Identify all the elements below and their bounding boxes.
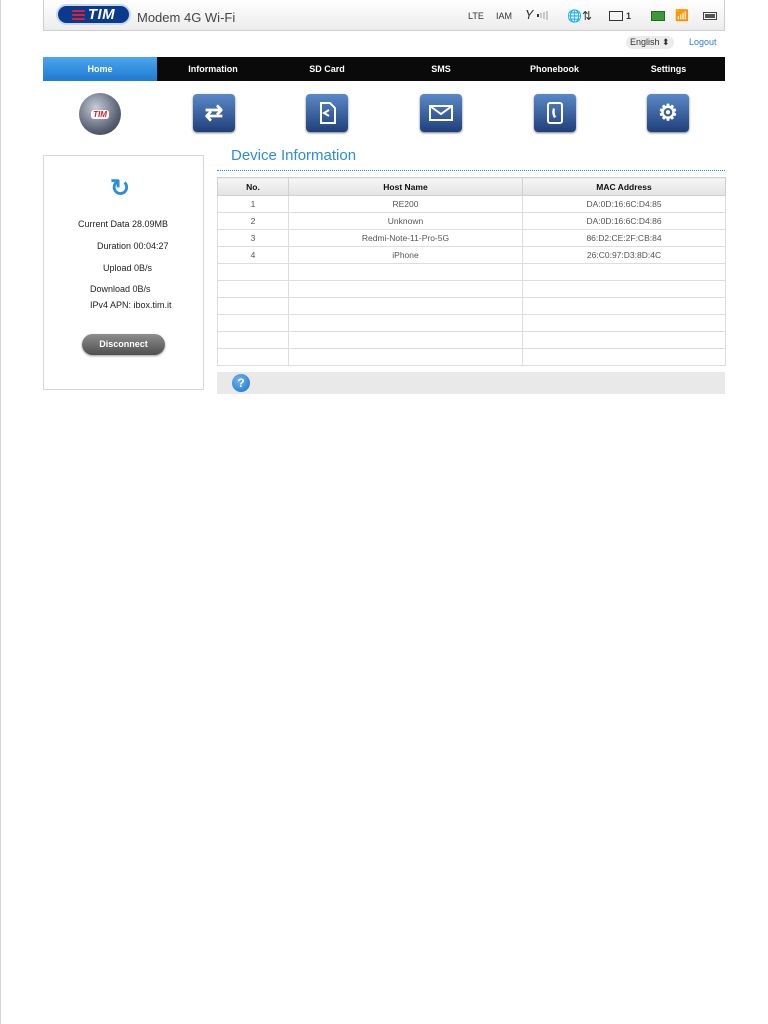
cell-mac: 26:C0:97:D3:8D:4C	[523, 247, 726, 264]
logo-text: TIM	[87, 6, 116, 23]
internet-status-icon: 🌐⇅	[567, 8, 592, 23]
device-table	[217, 177, 726, 366]
cell-no	[218, 315, 289, 332]
table-row	[218, 213, 726, 230]
cell-mac	[523, 315, 726, 332]
cell-no	[218, 332, 289, 349]
logout-link[interactable]: Logout	[689, 37, 717, 47]
title-divider	[217, 170, 725, 171]
upload-rate: Upload 0B/s	[103, 263, 153, 273]
refresh-icon[interactable]: ↻	[110, 175, 131, 202]
col-host-name: Host Name	[289, 178, 523, 196]
cell-mac	[523, 298, 726, 315]
duration: Duration 00:04:27	[97, 241, 169, 251]
help-icon[interactable]: ?	[232, 374, 250, 392]
download-rate: Download 0B/s	[90, 284, 151, 294]
top-header	[43, 0, 725, 31]
phonebook-icon[interactable]	[534, 94, 576, 132]
sync-icon[interactable]: ⇄	[193, 94, 235, 132]
sim-card-icon	[651, 0, 665, 31]
table-row-empty	[218, 298, 726, 315]
cell-no	[218, 349, 289, 366]
tab-sd-card[interactable]: SD Card	[309, 64, 345, 74]
tim-stripes-icon	[72, 9, 85, 21]
cell-host: RE200	[289, 196, 523, 213]
sd-card-icon[interactable]	[306, 94, 348, 132]
cell-mac	[523, 281, 726, 298]
page-left-border	[0, 0, 1, 1024]
language-select[interactable]: English ⬍	[626, 36, 674, 49]
cell-no	[218, 298, 289, 315]
col-mac-address: MAC Address	[523, 178, 726, 196]
table-header-row	[218, 178, 726, 196]
cell-mac	[523, 264, 726, 281]
settings-icon[interactable]: ⚙	[647, 94, 689, 132]
table-row	[218, 230, 726, 247]
cell-no: 2	[218, 213, 289, 230]
operator-name: IAM	[496, 10, 513, 21]
device-model: Modem 4G Wi-Fi	[137, 10, 236, 25]
cell-mac: DA:0D:16:6C:D4:85	[523, 196, 726, 213]
cell-no	[218, 264, 289, 281]
cell-no: 4	[218, 247, 289, 264]
table-row-empty	[218, 349, 726, 366]
col-no: No.	[218, 178, 289, 196]
table-row-empty	[218, 281, 726, 298]
cell-host: Unknown	[289, 213, 523, 230]
sms-status[interactable]	[609, 0, 631, 31]
globe-icon[interactable]: TIM	[79, 93, 121, 135]
tab-phonebook[interactable]: Phonebook	[530, 64, 579, 74]
cell-host	[289, 349, 523, 366]
tab-information[interactable]: Information	[188, 64, 238, 74]
table-row	[218, 247, 726, 264]
page-title: Device Information	[231, 147, 357, 164]
table-row-empty	[218, 264, 726, 281]
cell-host: Redmi-Note-11-Pro-5G	[289, 230, 523, 247]
cell-host: iPhone	[289, 247, 523, 264]
cell-host	[289, 281, 523, 298]
cell-no	[218, 281, 289, 298]
table-row	[218, 196, 726, 213]
table-row-empty	[218, 315, 726, 332]
mail-icon	[609, 11, 623, 21]
shortcut-icons	[43, 90, 725, 136]
signal-strength-icon: 𝛶	[526, 0, 548, 31]
table-row-empty	[218, 332, 726, 349]
cell-mac: 86:D2:CE:2F:CB:84	[523, 230, 726, 247]
help-bar	[217, 372, 725, 394]
tab-sms[interactable]: SMS	[431, 64, 451, 74]
sms-icon[interactable]	[420, 94, 462, 132]
main-nav	[43, 57, 725, 81]
unread-sms-count: 1	[626, 10, 632, 21]
wifi-icon: 📶	[675, 10, 689, 22]
network-type: LTE	[468, 10, 484, 21]
cell-host	[289, 264, 523, 281]
cell-no: 3	[218, 230, 289, 247]
cell-host	[289, 298, 523, 315]
cell-host	[289, 332, 523, 349]
tab-home[interactable]: Home	[43, 57, 157, 81]
cell-host	[289, 315, 523, 332]
current-data: Current Data 28.09MB	[78, 219, 169, 229]
cell-mac: DA:0D:16:6C:D4:86	[523, 213, 726, 230]
cell-no: 1	[218, 196, 289, 213]
tim-logo	[56, 4, 131, 25]
apn: IPv4 APN: ibox.tim.it	[90, 300, 172, 310]
disconnect-button[interactable]: Disconnect	[82, 334, 165, 355]
cell-mac	[523, 332, 726, 349]
connection-panel	[43, 155, 204, 390]
battery-icon	[703, 0, 717, 31]
cell-mac	[523, 349, 726, 366]
tab-settings[interactable]: Settings	[650, 64, 687, 74]
